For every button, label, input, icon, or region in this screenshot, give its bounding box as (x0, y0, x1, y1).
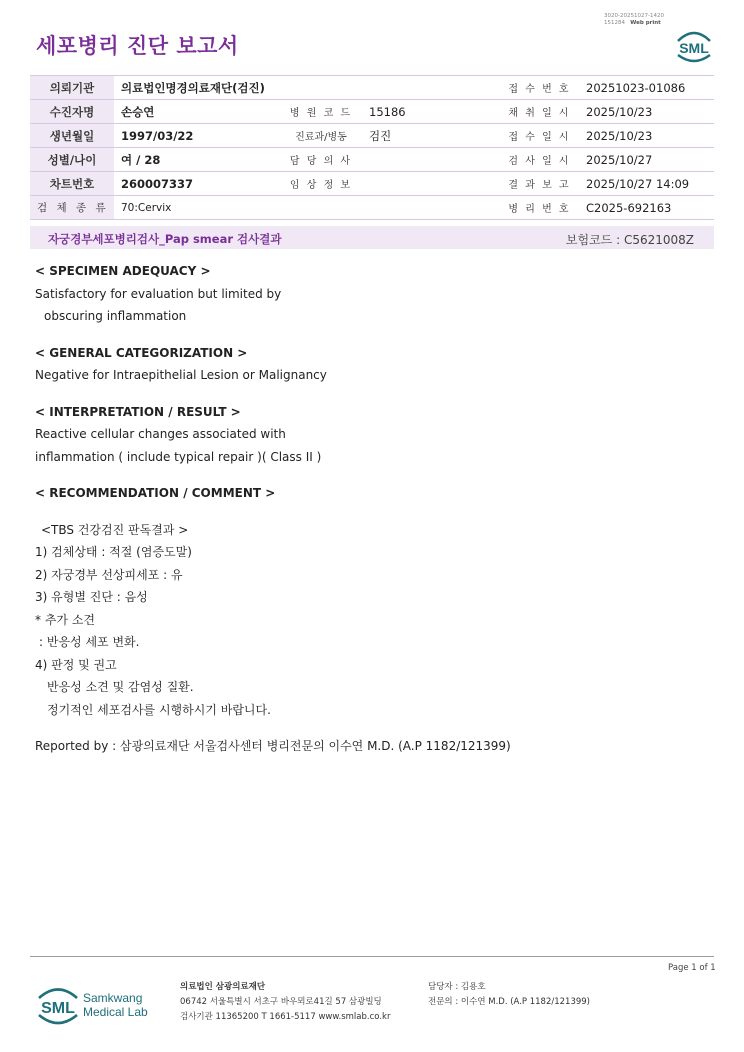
categorization-heading: < GENERAL CATEGORIZATION > (35, 345, 248, 360)
receipt-no-label: 접 수 번 호 (500, 76, 579, 100)
doctor-label: 담 당 의 사 (280, 148, 362, 172)
requesting-org-value: 의료법인명경의료재단(검진) (114, 76, 500, 100)
pathology-no-value: C2025-692163 (579, 196, 714, 220)
table-row (30, 76, 714, 100)
sex-age-value: 여 / 28 (114, 148, 280, 172)
table-row (30, 172, 714, 196)
sml-logo-text: SML (679, 40, 709, 56)
tbs-item-3: 3) 유형별 진단 : 음성 (35, 590, 148, 604)
interpretation-text-line2: inflammation ( include typical repair )( Class II ) (35, 449, 322, 464)
exam-date-value: 2025/10/27 (579, 148, 714, 172)
recommendation-heading: < RECOMMENDATION / COMMENT > (35, 486, 276, 500)
exam-date-label: 검 사 일 시 (500, 148, 579, 172)
document-code (604, 13, 664, 27)
department-label: 진료과/병동 (280, 124, 362, 148)
footer-address: 06742 서울특별시 서초구 바우뫼로41길 57 삼광빌딩 (180, 997, 382, 1007)
report-date-value: 2025/10/27 14:09 (579, 172, 714, 196)
footer-manager: 담당자 : 김용호 (428, 982, 486, 992)
birth-date-value: 1997/03/22 (114, 124, 280, 148)
report-title: 세포병리 진단 보고서 (36, 34, 239, 58)
sex-age-label: 성별/나이 (30, 148, 114, 172)
extra-findings-title: * 추가 소견 (35, 612, 95, 627)
tbs-item-2: 2) 자궁경부 선상피세포 : 유 (35, 567, 183, 582)
footer-divider (30, 956, 714, 957)
footer-org-name: 의료법인 삼광의료재단 (180, 982, 266, 992)
tbs-item-4: 4) 판정 및 권고 (35, 657, 117, 672)
extra-findings-text: : 반응성 세포 변화. (39, 635, 140, 649)
document-code-line2: 151284 (604, 20, 625, 26)
table-row (30, 124, 714, 148)
hospital-code-value: 15186 (362, 100, 500, 124)
receipt-date-value: 2025/10/23 (579, 124, 714, 148)
tbs-item-4-line1: 반응성 소견 및 감염성 질환. (47, 680, 194, 694)
report-body (35, 260, 715, 758)
specimen-type-label: 검 체 종 류 (30, 196, 114, 220)
table-row (30, 100, 714, 124)
insurance-code: 보험코드 : C5621008Z (565, 233, 694, 247)
footer-organization (180, 980, 390, 1025)
table-row (30, 196, 714, 220)
requesting-org-label: 의뢰기관 (30, 76, 114, 100)
footer-contact: 검사기관 11365200 T 1661-5117 www.smlab.co.kr (180, 1012, 391, 1022)
report-date-label: 결 과 보 고 (500, 172, 579, 196)
footer-specialist: 전문의 : 이수연 M.D. (A.P 1182/121399) (428, 997, 590, 1007)
pathology-no-label: 병 리 번 호 (500, 196, 579, 220)
specimen-type-value: 70:Cervix (114, 196, 500, 220)
doctor-value (362, 148, 500, 172)
page-number: Page 1 of 1 (668, 963, 716, 973)
reported-by: Reported by : 삼광의료재단 서울검사센터 병리전문의 이수연 M.D. (A.P 1182/121399) (35, 739, 511, 753)
section-title: 자궁경부세포병리검사_Pap smear 검사결과 (48, 232, 282, 246)
patient-name-label: 수진자명 (30, 100, 114, 124)
footer-logo-name2: Medical Lab (83, 1005, 148, 1019)
clinical-info-label: 임 상 정 보 (280, 172, 362, 196)
adequacy-text-line1: Satisfactory for evaluation but limited by (35, 286, 282, 301)
hospital-code-label: 병 원 코 드 (280, 100, 362, 124)
samkwang-logo-icon (36, 982, 156, 1028)
receipt-date-label: 접 수 일 시 (500, 124, 579, 148)
receipt-no-value: 20251023-01086 (579, 76, 714, 100)
adequacy-text-line2: obscuring inflammation (44, 309, 187, 323)
sml-logo-icon (674, 27, 714, 63)
footer-staff (428, 980, 590, 1010)
tbs-result-title: <TBS 건강검진 판독결과 > (41, 522, 189, 537)
chart-no-label: 차트번호 (30, 172, 114, 196)
adequacy-heading: < SPECIMEN ADEQUACY > (35, 264, 211, 278)
interpretation-heading: < INTERPRETATION / RESULT > (35, 404, 241, 419)
document-code-line1: 3020-20251027-1420 (604, 13, 664, 19)
tbs-item-4-line2: 정기적인 세포검사를 시행하시기 바랍니다. (47, 702, 271, 717)
categorization-text: Negative for Intraepithelial Lesion or Malignancy (35, 368, 327, 382)
patient-info-table (30, 75, 714, 220)
patient-name-value: 손승연 (114, 100, 280, 124)
section-header (30, 226, 714, 249)
table-row (30, 148, 714, 172)
tbs-item-1: 1) 검체상태 : 적절 (염증도말) (35, 545, 192, 559)
footer-logo-name1: Samkwang (83, 991, 143, 1005)
clinical-info-value (362, 172, 500, 196)
web-print-label: Web print (630, 20, 661, 26)
footer-logo-text: SML (41, 1000, 75, 1017)
collection-date-label: 채 취 일 시 (500, 100, 579, 124)
chart-no-value: 260007337 (114, 172, 280, 196)
collection-date-value: 2025/10/23 (579, 100, 714, 124)
department-value: 검진 (362, 124, 500, 148)
interpretation-text-line1: Reactive cellular changes associated with (35, 427, 286, 441)
birth-date-label: 생년월일 (30, 124, 114, 148)
